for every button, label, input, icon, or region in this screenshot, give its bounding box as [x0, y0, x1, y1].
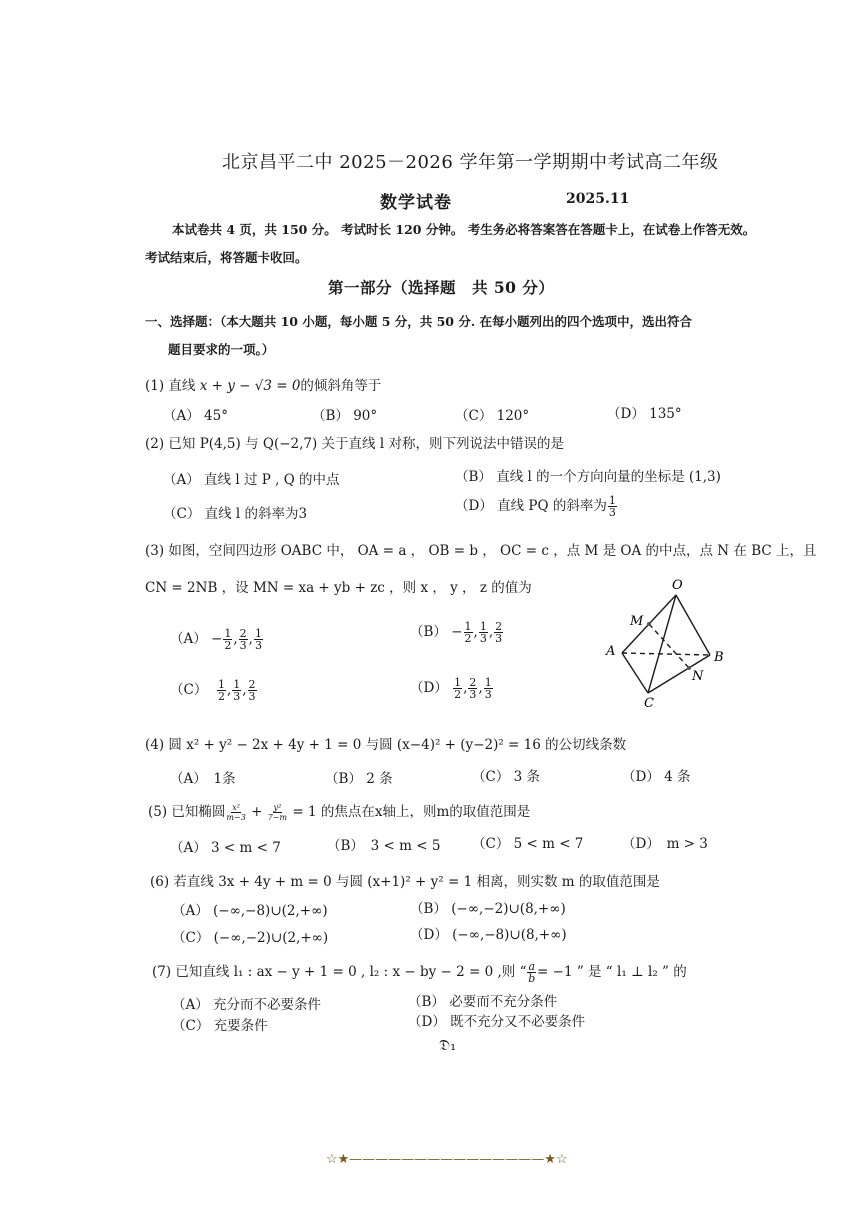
q5-stem-suffix: = 1 的焦点在x轴上，则m的取值范围是	[292, 804, 531, 820]
q2-stem: (2) 已知 P(4,5) 与 Q(−2,7) 关于直线 l 对称，则下列说法中错误的是	[145, 436, 564, 452]
fraction-numerator: a	[528, 960, 536, 973]
q5-option-d: （D） m > 3	[622, 836, 708, 852]
q2-option-a: （A） 直线 l 过 P , Q 的中点	[163, 472, 340, 488]
exam-subtitle: 数学试卷	[380, 193, 452, 213]
q1-option-d: （D） 135°	[607, 406, 682, 422]
point-M	[647, 622, 651, 626]
fraction-denominator: 3	[608, 506, 616, 519]
instructions-line1: 本试卷共 4 页，共 150 分。 考试时长 120 分钟。 考生务必将答案答在答题卡上，在试卷上作答无效。	[172, 222, 756, 237]
q5-stem-prefix: (5) 已知椭圆	[148, 804, 226, 820]
label-A: A	[606, 644, 616, 659]
q5-frac-x: $\frac{\text{x²}}{m-3}$	[226, 803, 246, 822]
q3-option-c-values: $\frac{1}{2}$ , $\frac{1}{3}$ , $\frac{2}{3}$	[217, 678, 256, 703]
label-M: M	[630, 614, 644, 629]
q1-stem-suffix: 的倾斜角等于	[300, 378, 382, 394]
q7-option-d: （D） 既不充分又不必要条件	[408, 1014, 586, 1030]
point-N	[687, 666, 691, 670]
q3-stem-line2: CN = 2NB ，设 MN = xa + yb + zc ，则 x ， y ， z 的值为	[145, 580, 532, 596]
section-desc-line2: 题目要求的一项。）	[168, 342, 275, 357]
option-label: （C）	[170, 682, 208, 698]
q2-option-d-fraction	[608, 495, 617, 518]
q6-stem: (6) 若直线 3x + 4y + m = 0 与圆 (x+1)² + y² = 1 相离，则实数 m 的取值范围是	[150, 874, 660, 890]
exam-date: 2025.11	[566, 191, 630, 207]
q3-option-b	[410, 620, 504, 644]
q2-option-b: （B） 直线 l 的一个方向向量的坐标是 (1,3)	[455, 469, 721, 485]
q3-stem-line1: (3) 如图，空间四边形 OABC 中， OA = a ， OB = b ， OC = c ，点 M 是 OA 的中点，点 N 在 BC 上，且	[145, 543, 817, 559]
q1-stem-prefix: (1) 直线	[145, 378, 200, 394]
q4-option-d: （D） 4 条	[622, 769, 691, 785]
q3-option-a-values: − $\frac{1}{2}$ , $\frac{2}{3}$ , $\frac{1}{3}$	[211, 627, 262, 652]
q5-frac-y: $\frac{\text{y²}}{7-m}$	[267, 803, 288, 822]
q7-option-a: （A） 充分而不必要条件	[172, 997, 322, 1013]
q6-option-b: （B） (−∞,−2)∪(8,+∞)	[410, 901, 566, 917]
q1-stem	[145, 374, 381, 394]
q2-option-d	[455, 494, 618, 518]
section-desc-line1: 一、选择题：（本大题共 10 小题，每小题 5 分，共 50 分. 在每小题列出的四个选项中，选出符合	[145, 314, 693, 329]
q7-stem	[152, 960, 687, 984]
label-B: B	[714, 650, 724, 665]
label-C: C	[644, 696, 654, 710]
q5-option-a: （A） 3 < m < 7	[170, 840, 281, 856]
part1-title: 第一部分（选择题 共 50 分）	[328, 278, 555, 297]
segment-MN	[649, 624, 689, 668]
q7-option-b: （B） 必要而不充分条件	[408, 994, 558, 1010]
footer-decoration: ☆★———————————————★☆	[326, 1152, 568, 1167]
q5-option-b: （B） 3 < m < 5	[327, 838, 441, 854]
page-number: 𝔇₁	[439, 1036, 457, 1054]
q4-option-a: （A） 1条	[170, 771, 236, 787]
option-label: （B）	[410, 624, 447, 640]
q3-tetrahedron-figure	[598, 575, 733, 710]
q2-option-c: （C） 直线 l 的斜率为3	[163, 506, 308, 522]
q3-option-d-values: $\frac{1}{2}$ , $\frac{2}{3}$ , $\frac{1}{3}$	[454, 676, 492, 701]
label-N: N	[692, 669, 704, 684]
label-O: O	[672, 578, 683, 593]
instructions-line2: 考试结束后，将答题卡收回。	[145, 250, 308, 265]
fraction-denominator: b	[528, 972, 536, 985]
q6-option-d: （D） (−∞,−8)∪(8,+∞)	[410, 927, 567, 943]
q6-option-a: （A） (−∞,−8)∪(2,+∞)	[172, 903, 328, 919]
fraction-numerator: 1	[608, 494, 616, 507]
q1-option-b: （B） 90°	[312, 408, 378, 424]
q3-option-a	[170, 627, 264, 651]
q7-stem-suffix: = −1 ” 是 “ l₁ ⊥ l₂ ” 的	[537, 964, 687, 980]
q5-option-c: （C） 5 < m < 7	[472, 836, 584, 852]
edge-OB	[676, 595, 710, 655]
edge-AC	[622, 653, 648, 693]
exam-title: 北京昌平二中 2025－2026 学年第一学期期中考试高二年级	[222, 152, 719, 173]
q4-stem: (4) 圆 x² + y² − 2x + 4y + 1 = 0 与圆 (x−4)² + (y−2)² = 16 的公切线条数	[145, 737, 627, 753]
q7-fraction	[527, 961, 536, 984]
q3-option-c	[170, 678, 258, 702]
q2-option-d-text: （D） 直线 PQ 的斜率为	[455, 498, 607, 514]
q1-option-c: （C） 120°	[455, 408, 530, 424]
q3-option-b-values: − $\frac{1}{2}$ , $\frac{1}{3}$ , $\frac{2}{3}$	[451, 620, 503, 645]
edge-AB-hidden	[622, 653, 710, 655]
option-label: （D）	[410, 680, 448, 696]
q5-stem: (5) 已知椭圆 $\frac{\text{x²}}{m-3}$ + $\frac{\text{y²}}{7-m}$ = 1 的焦点在x轴上，则m的取值范围是	[148, 803, 531, 822]
q4-option-b: （B） 2 条	[325, 771, 393, 787]
option-label: （A）	[170, 631, 207, 647]
q7-stem-prefix: (7) 已知直线 l₁ : ax − y + 1 = 0 , l₂ : x − by − 2 = 0 ,则 “	[152, 964, 527, 980]
q3-option-d	[410, 676, 494, 700]
q1-option-a: （A） 45°	[163, 408, 228, 424]
q4-option-c: （C） 3 条	[472, 769, 541, 785]
q1-stem-math: x + y − √3 = 0	[199, 378, 301, 394]
q7-option-c: （C） 充要条件	[172, 1018, 268, 1034]
q6-option-c: （C） (−∞,−2)∪(2,+∞)	[172, 930, 329, 946]
